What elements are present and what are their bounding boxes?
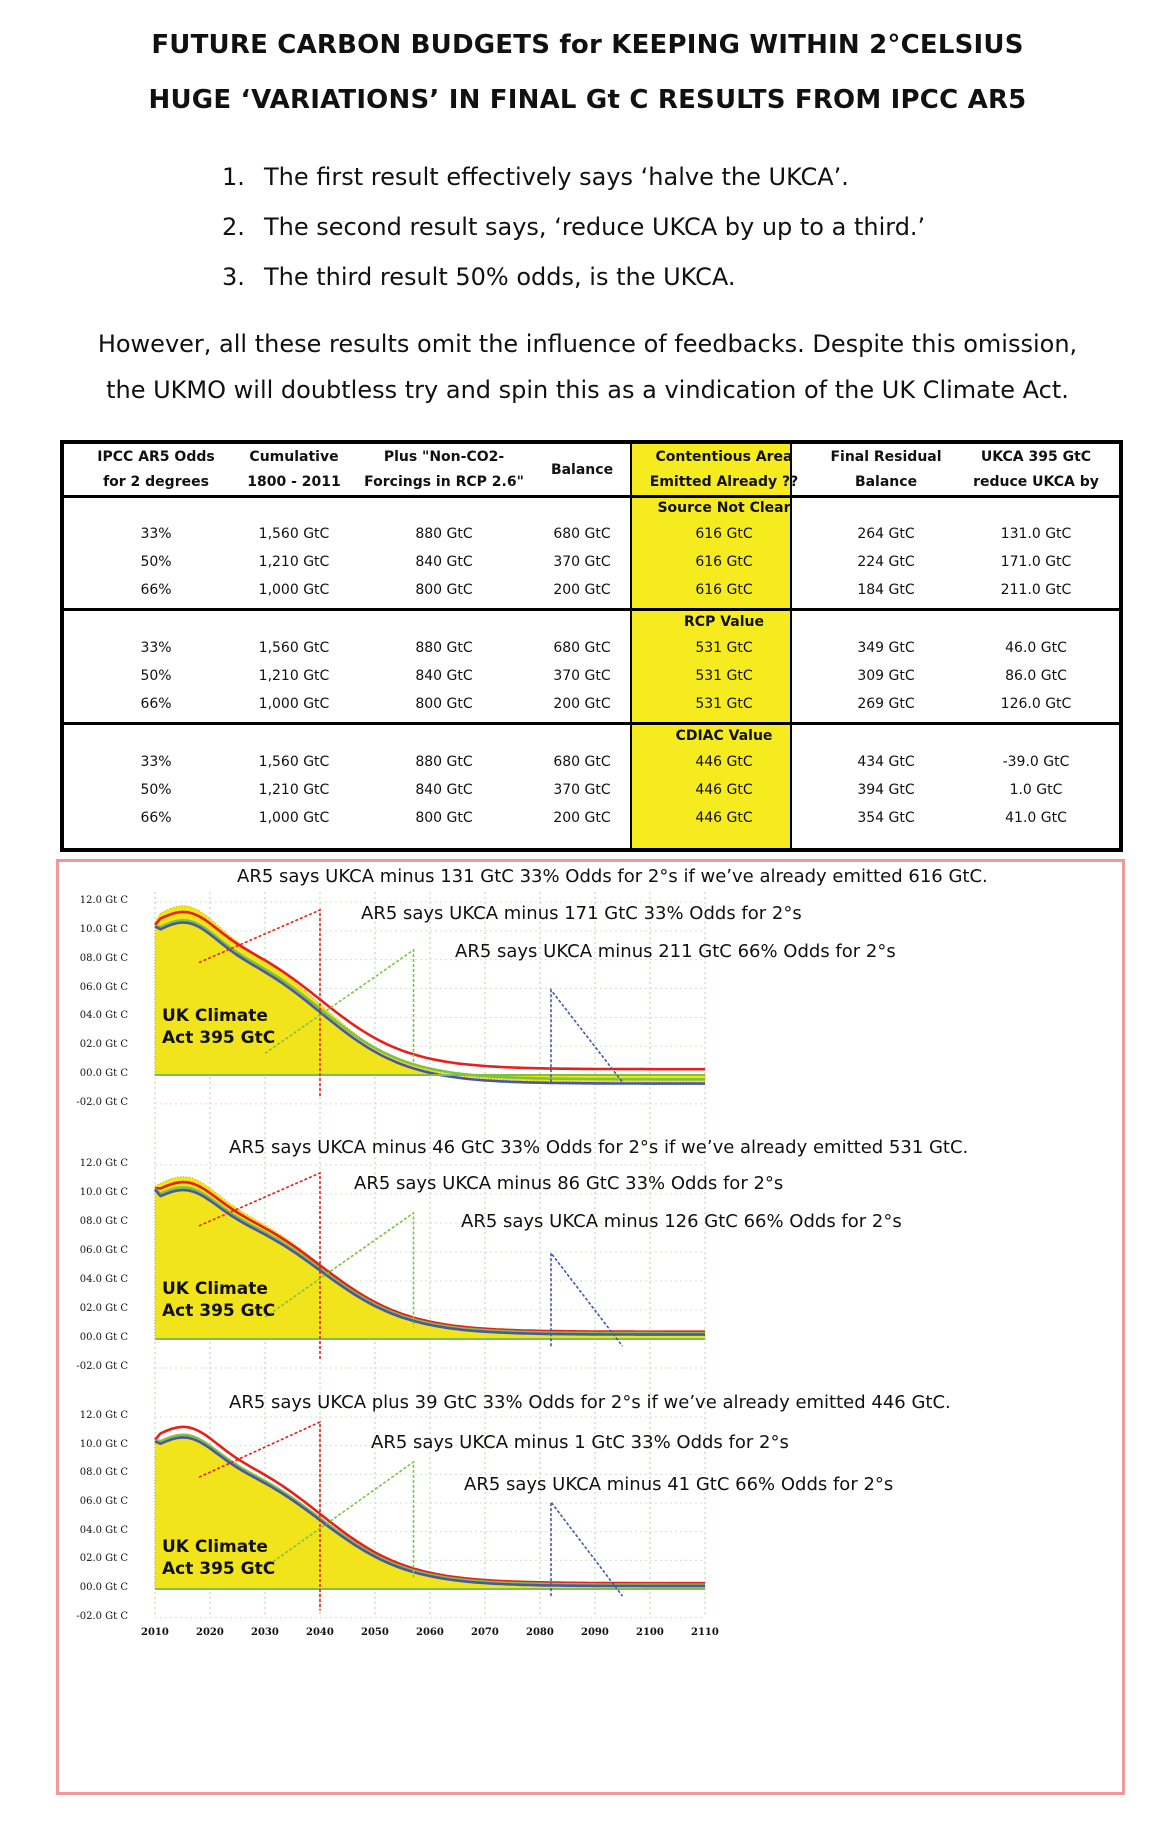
table-cell: 1,560 GtC [258,526,330,542]
x-tick-label: 2010 [141,1627,169,1638]
x-tick-label: 2040 [306,1627,334,1638]
x-tick-label: 2060 [416,1627,444,1638]
x-tick-label: 2090 [581,1627,609,1638]
area-label: Act 395 GtC [162,1301,276,1321]
list-text: The third result 50% odds, is the UKCA. [264,263,736,291]
area-label: UK Climate [162,1537,268,1557]
emissions-chart-svg [59,862,1122,1792]
section-label: Source Not Clear [657,500,791,516]
chart-annotation: AR5 says UKCA minus 131 GtC 33% Odds for 2°s if we’ve already emitted 616 GtC. [237,866,988,887]
y-tick-label: 04.0 Gt C [79,1010,128,1022]
y-tick-label: 12.0 Gt C [79,895,128,906]
chart-annotation: AR5 says UKCA minus 126 GtC 66% Odds for 2°s [461,1211,902,1232]
column-header: Balance [854,474,918,490]
table-cell: 269 GtC [857,696,915,712]
table-cell: 446 GtC [695,810,753,826]
table-cell: 131.0 GtC [1000,526,1072,542]
table-cell: 880 GtC [415,754,473,770]
list-text: The first result effectively says ‘halve the UKCA’. [264,163,849,191]
table-divider [64,608,1119,611]
column-header: Contentious Area [655,449,793,465]
table-cell: 680 GtC [553,640,611,656]
list-number: 1. [222,163,245,191]
table-cell: 1,000 GtC [258,582,330,598]
section-label: RCP Value [684,614,764,630]
x-tick-label: 2110 [691,1627,719,1638]
column-header: 1800 - 2011 [247,474,341,490]
findings-list [222,163,925,313]
area-label: UK Climate [162,1279,268,1299]
column-header: Balance [550,462,614,478]
table-cell: 66% [140,810,172,826]
table-divider [64,495,1119,498]
y-tick-label: -02.0 Gt C [76,1096,128,1108]
y-tick-label: 06.0 Gt C [79,1245,128,1256]
y-tick-label: 08.0 Gt C [79,1467,128,1479]
table-cell: 1,560 GtC [258,754,330,770]
list-number: 2. [222,213,245,241]
table-divider [64,722,1119,725]
y-tick-label: 00.0 Gt C [79,1068,128,1079]
table-cell: 616 GtC [695,582,753,598]
table-cell: 531 GtC [695,668,753,684]
table-cell: 354 GtC [857,810,915,826]
table-cell: 531 GtC [695,640,753,656]
table-cell: 50% [140,668,172,684]
table-cell: 33% [140,526,172,542]
y-tick-label: 02.0 Gt C [79,1303,128,1314]
area-label: UK Climate [162,1006,268,1026]
table-cell: 33% [140,754,172,770]
table-cell: 840 GtC [415,668,473,684]
table-cell: 1,560 GtC [258,640,330,656]
area-label: Act 395 GtC [162,1559,276,1579]
table-cell: 394 GtC [857,782,915,798]
y-tick-label: 02.0 Gt C [79,1039,128,1051]
table-cell: 200 GtC [553,696,611,712]
x-tick-label: 2020 [196,1627,224,1638]
y-tick-label: 12.0 Gt C [79,1410,128,1421]
table-cell: 531 GtC [695,696,753,712]
page-title: FUTURE CARBON BUDGETS for KEEPING WITHIN 2°CELSIUS [151,30,1024,60]
table-cell: 840 GtC [415,782,473,798]
table-cell: 50% [140,554,172,570]
table-cell: 41.0 GtC [1005,810,1067,826]
page-subtitle: HUGE ‘VARIATIONS’ IN FINAL Gt C RESULTS FROM IPCC AR5 [148,85,1027,115]
y-tick-label: 02.0 Gt C [79,1553,128,1565]
table-cell: 33% [140,640,172,656]
y-tick-label: 08.0 Gt C [79,1216,128,1227]
list-item [222,263,925,313]
table-cell: 680 GtC [553,754,611,770]
y-tick-label: 12.0 Gt C [79,1158,128,1169]
list-number: 3. [222,263,245,291]
y-tick-label: 00.0 Gt C [79,1332,128,1343]
table-cell: 46.0 GtC [1005,640,1067,656]
table-cell: 616 GtC [695,554,753,570]
area-label: Act 395 GtC [162,1028,276,1048]
column-header: Cumulative [249,449,339,465]
list-item [222,213,925,263]
column-header: Final Residual [830,449,942,465]
column-header: Plus "Non-CO2- [383,449,505,465]
table-cell: 840 GtC [415,554,473,570]
y-tick-label: 04.0 Gt C [79,1524,128,1536]
y-tick-label: 00.0 Gt C [79,1582,128,1593]
y-tick-label: 08.0 Gt C [79,952,128,964]
list-item [222,163,925,213]
table-cell: 309 GtC [857,668,915,684]
table-cell: 370 GtC [553,668,611,684]
paragraph-line-2: the UKMO will doubtless try and spin this as a vindication of the UK Climate Act. [106,376,1069,404]
x-tick-label: 2030 [251,1627,279,1638]
chart-annotation: AR5 says UKCA minus 86 GtC 33% Odds for 2°s [354,1173,784,1194]
table-cell: 211.0 GtC [1000,582,1072,598]
table-cell: 66% [140,696,172,712]
table-cell: 616 GtC [695,526,753,542]
y-tick-label: 10.0 Gt C [79,1187,128,1198]
y-tick-label: -02.0 Gt C [76,1361,128,1372]
column-header: IPCC AR5 Odds [97,449,215,465]
chart-annotation: AR5 says UKCA minus 46 GtC 33% Odds for 2°s if we’ve already emitted 531 GtC. [229,1137,969,1158]
table-cell: 446 GtC [695,754,753,770]
paragraph-line-1: However, all these results omit the influence of feedbacks. Despite this omission, [97,330,1078,358]
column-header: Forcings in RCP 2.6" [364,474,524,490]
table-cell: 1,210 GtC [258,554,330,570]
emission-charts-panel [56,859,1125,1795]
y-tick-label: -02.0 Gt C [76,1610,128,1622]
carbon-budget-table [60,440,1123,852]
table-cell: 800 GtC [415,582,473,598]
chart-annotation: AR5 says UKCA minus 41 GtC 66% Odds for 2°s [464,1474,894,1495]
table-cell: 434 GtC [857,754,915,770]
chart-annotation: AR5 says UKCA minus 1 GtC 33% Odds for 2°s [371,1432,789,1453]
y-tick-label: 06.0 Gt C [79,1496,128,1507]
x-tick-label: 2080 [526,1627,554,1638]
table-cell: 1,210 GtC [258,782,330,798]
table-cell: 224 GtC [857,554,915,570]
table-cell: 200 GtC [553,582,611,598]
table-cell: 1,000 GtC [258,810,330,826]
table-cell: 184 GtC [857,582,915,598]
table-cell: 370 GtC [553,554,611,570]
x-tick-label: 2100 [636,1627,664,1638]
table-cell: 264 GtC [857,526,915,542]
table-cell: 66% [140,582,172,598]
table-cell: 1,210 GtC [258,668,330,684]
x-tick-label: 2070 [471,1627,499,1638]
chart-annotation: AR5 says UKCA plus 39 GtC 33% Odds for 2°s if we’ve already emitted 446 GtC. [229,1392,951,1413]
y-tick-label: 04.0 Gt C [79,1274,128,1285]
table-cell: 126.0 GtC [1000,696,1072,712]
y-tick-label: 10.0 Gt C [79,923,128,935]
chart-annotation: AR5 says UKCA minus 211 GtC 66% Odds for 2°s [455,941,896,962]
list-text: The second result says, ‘reduce UKCA by up to a third.’ [264,213,926,241]
table-cell: 370 GtC [553,782,611,798]
table-cell: 800 GtC [415,696,473,712]
table-cell: 880 GtC [415,526,473,542]
table-cell: 800 GtC [415,810,473,826]
table-cell: 50% [140,782,172,798]
column-header: UKCA 395 GtC [980,449,1092,465]
column-header: reduce UKCA by [973,474,1099,490]
section-label: CDIAC Value [675,728,773,744]
table-cell: 200 GtC [553,810,611,826]
table-cell: 171.0 GtC [1000,554,1072,570]
table-cell: 680 GtC [553,526,611,542]
y-tick-label: 06.0 Gt C [79,981,128,993]
chart-annotation: AR5 says UKCA minus 171 GtC 33% Odds for 2°s [361,903,802,924]
table-cell: -39.0 GtC [1002,754,1070,770]
table-cell: 1.0 GtC [1009,782,1063,798]
table-cell: 880 GtC [415,640,473,656]
table-cell: 446 GtC [695,782,753,798]
table-cell: 1,000 GtC [258,696,330,712]
column-header: for 2 degrees [103,474,209,490]
table-cell: 349 GtC [857,640,915,656]
y-tick-label: 10.0 Gt C [79,1438,128,1450]
x-tick-label: 2050 [361,1627,389,1638]
column-header: Emitted Already ?? [649,474,799,490]
table-cell: 86.0 GtC [1005,668,1067,684]
